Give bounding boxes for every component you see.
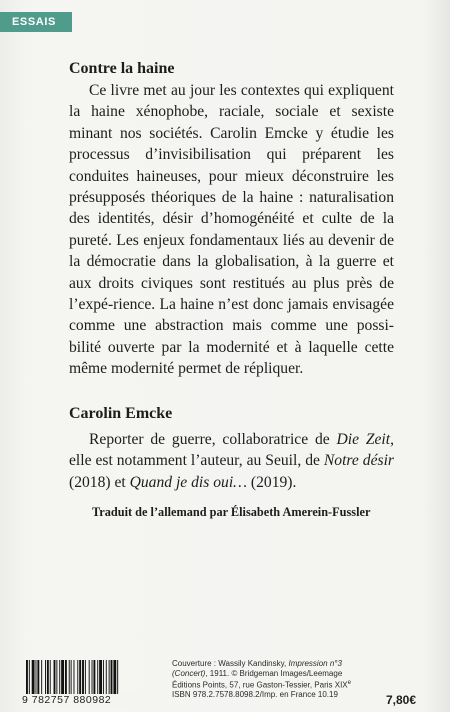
barcode-bar <box>106 660 107 696</box>
cover-artwork-subtitle: (Concert) <box>172 668 206 678</box>
author-bio-text-3: (2018) et <box>69 473 130 491</box>
barcode-bar <box>36 660 37 696</box>
cover-credit-suffix: , 1911. © Bridgeman Images/Leemage <box>205 668 343 678</box>
translator-credit: Traduit de l’allemand par Élisabeth Amerein-Fussler <box>92 505 371 519</box>
barcode-bar <box>85 660 86 696</box>
barcode-bar <box>89 660 90 696</box>
newspaper-title: Die Zeit <box>336 431 391 448</box>
barcode-bar <box>61 660 64 696</box>
barcode-bar <box>37 660 39 696</box>
barcode-digits: 9 782757 880982 <box>22 694 146 706</box>
barcode-bar <box>74 660 75 696</box>
barcode-bar <box>93 660 95 696</box>
publisher-address <box>172 679 351 690</box>
barcode-bar <box>32 660 35 696</box>
barcode-bar <box>41 660 42 696</box>
book-title-quand-je-dis-oui: Quand je dis oui… <box>129 473 248 491</box>
cover-credit-line-2 <box>172 669 351 679</box>
barcode-bar <box>69 660 70 696</box>
barcode-bar <box>92 660 93 696</box>
barcode-bar <box>65 660 67 696</box>
barcode-bars <box>26 660 140 698</box>
publisher-address-superscript: e <box>347 679 351 686</box>
isbn-barcode <box>22 660 144 706</box>
barcode-bar <box>45 660 46 696</box>
barcode-bar <box>82 660 84 696</box>
barcode-bar <box>50 660 51 696</box>
barcode-bar <box>54 660 56 696</box>
summary-text-1: Ce livre met au jour les contextes qui expliquent la haine xénophobe, raciale, sociale et sexiste minant nos sociétés. Carolin Emcke y étudie les processus d’invisibilisation qui préparent les conduites haineuses, pour mieux déconstruire les présupposés théoriques de la haine : naturalisation des identités, désir d’homogénéité et culte de la pureté. Les enjeux fondamentaux liés au devenir de la démocratie dans la globalisation, à la guerre et aux droits civiques sont restitués au plus près de l’expé <box>69 82 394 314</box>
barcode-bar <box>59 660 60 696</box>
book-title-notre-desir: Notre désir <box>323 452 394 470</box>
barcode-bar <box>79 660 81 696</box>
author-bio-text-1: Reporter de guerre, collaboratrice de <box>89 431 337 448</box>
isbn-line: ISBN 978.2.7578.8098.2/Imp. en France 10.19 <box>172 690 338 700</box>
barcode-bar <box>111 660 113 696</box>
barcode-bar <box>117 660 118 696</box>
author-bio-text-4: (2019). <box>247 473 297 491</box>
barcode-bar <box>47 660 49 696</box>
cover-credit-prefix: Couverture : Wassily Kandinsky, <box>172 659 289 668</box>
barcode-bar <box>29 660 30 696</box>
barcode-bar <box>99 660 102 696</box>
barcode-bar <box>26 660 28 696</box>
author-bio <box>69 429 394 493</box>
barcode-bar <box>97 660 98 696</box>
book-summary: Ce livre met au jour les contextes qui expliquent la haine xénophobe, raciale, sociale et sexiste minant nos sociétés. Carolin Emcke y étudie les processus d’invisibilisation qui préparent les conduites haineuses, pour mieux déconstruire les présupposés théoriques de la haine : naturalisation des identités, désir d’homogénéité et culte de la pureté. Les enjeux fondamentaux liés au devenir de la démocratie dans la globalisation, à la guerre et aux droits civiques sont restitués au plus près de l’expé-rience. La haine n’est donc jamais envisagée comme une abstraction mais comme une possi-bilité ouverte par la modernité et à laquelle cette même modernité permet de répliquer. <box>69 82 394 378</box>
author-bio-text-2: , elle est notamment l’auteur, au Seuil, de <box>69 431 394 470</box>
author-name: Carolin Emcke <box>69 405 173 422</box>
summary-text-3: bilité ouverte par la modernité et à laquelle cette même modernité permet de répliquer. <box>69 338 394 378</box>
summary-text-2: rience. La haine n’est donc jamais envisagée comme une abstraction mais comme une possi <box>69 296 394 335</box>
barcode-bar <box>113 660 116 696</box>
cover-artwork-title: Impression n°3 <box>288 659 342 668</box>
book-title: Contre la haine <box>69 60 175 77</box>
credits-block <box>172 659 351 700</box>
series-label: ESSAIS <box>0 12 72 32</box>
barcode-bar <box>56 660 57 696</box>
barcode-bar <box>109 660 110 696</box>
barcode-bar <box>71 660 72 696</box>
barcode-bar <box>77 660 78 696</box>
publisher-address-text: Éditions Points, 57, rue Gaston-Tessier, Paris XIX <box>172 680 348 690</box>
cover-credit-line-1 <box>172 659 351 669</box>
price: 7,80€ <box>386 693 417 707</box>
barcode-bar <box>103 660 104 696</box>
